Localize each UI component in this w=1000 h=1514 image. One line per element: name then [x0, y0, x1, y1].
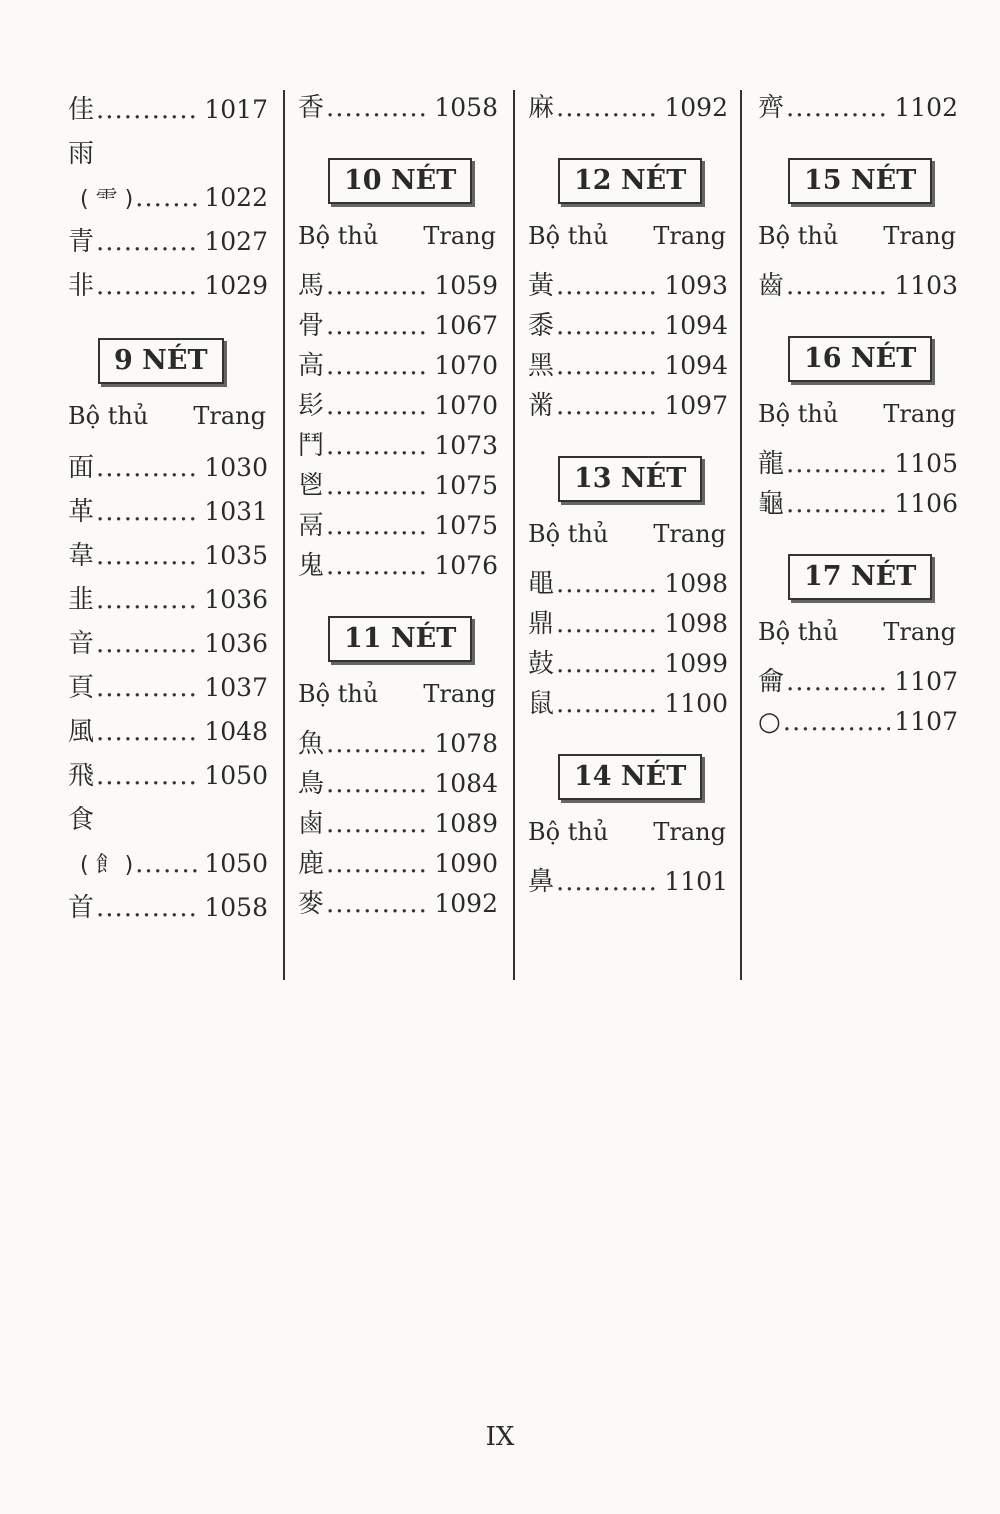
radical-entry	[528, 386, 728, 426]
radical-column-label: Bộ thủ	[298, 222, 379, 250]
page-reference: 1098	[664, 569, 728, 598]
radical-column-label: Bộ thủ	[758, 400, 839, 428]
radical-character: 黍	[528, 311, 555, 341]
radical-character: 鬥	[298, 431, 325, 461]
page-reference: 1106	[894, 489, 958, 518]
leader-dots	[326, 804, 430, 844]
page-reference: 1031	[204, 497, 268, 526]
page-reference: 1094	[664, 311, 728, 340]
page-reference: 1076	[434, 551, 498, 580]
index-column-1	[68, 88, 268, 930]
radical-character: 麥	[298, 889, 325, 919]
radical-entry	[298, 266, 498, 306]
radical-character: 飛	[68, 761, 95, 791]
page-reference: 1099	[664, 649, 728, 678]
radical-character: 高	[298, 351, 325, 381]
radical-character: 韋	[68, 541, 95, 571]
radical-column-label: Bộ thủ	[758, 618, 839, 646]
radical-variant: ( ⻗ )	[80, 187, 134, 212]
radical-entry	[298, 466, 498, 506]
radical-character: 魚	[298, 729, 325, 759]
page-reference: 1067	[434, 311, 498, 340]
radical-entry	[528, 604, 728, 644]
radical-character: 鳥	[298, 769, 325, 799]
radical-character: 黹	[528, 391, 555, 421]
radical-entry	[68, 622, 268, 666]
page-reference: 1090	[434, 849, 498, 878]
leader-dots	[326, 884, 430, 924]
column-header	[68, 396, 268, 446]
leader-dots	[96, 754, 200, 798]
page-column-label: Trang	[653, 818, 726, 846]
leader-dots	[135, 842, 200, 886]
leader-dots	[556, 306, 660, 346]
radical-entry	[528, 266, 728, 306]
radical-character: 青	[68, 227, 95, 257]
leader-dots	[96, 710, 200, 754]
page-reference: 1036	[204, 629, 268, 658]
radical-entry	[68, 578, 268, 622]
leader-dots	[326, 346, 430, 386]
page-column-label: Trang	[193, 402, 266, 430]
radical-character: 龜	[758, 489, 785, 519]
page-reference: 1027	[204, 227, 268, 256]
leader-dots	[556, 644, 660, 684]
page-reference: 1050	[204, 761, 268, 790]
radical-character: 鬯	[298, 471, 325, 501]
radical-entry	[68, 176, 268, 220]
radical-entry	[758, 266, 958, 306]
column-divider	[513, 90, 515, 980]
radical-variant: ( 飠 )	[80, 853, 134, 878]
page-reference: 1022	[204, 183, 268, 212]
radical-character: 麻	[528, 93, 555, 123]
radical-character: 齊	[758, 93, 785, 123]
column-header	[528, 812, 728, 862]
radical-character: 頁	[68, 673, 95, 703]
page-reference: 1107	[894, 667, 958, 696]
index-column-4	[758, 88, 958, 742]
page-number: IX	[485, 1422, 515, 1452]
radical-character: 首	[68, 893, 95, 923]
radical-entry	[68, 842, 268, 886]
radical-entry	[68, 446, 268, 490]
radical-entry	[298, 844, 498, 884]
page-reference: 1037	[204, 673, 268, 702]
leader-dots	[326, 88, 430, 128]
radical-entry	[528, 644, 728, 684]
page-reference: 1092	[434, 889, 498, 918]
leader-dots	[556, 88, 660, 128]
index-column-2	[298, 88, 498, 924]
stroke-count-heading: 12 NÉT	[558, 158, 702, 204]
radical-entry	[298, 88, 498, 128]
leader-dots	[326, 506, 430, 546]
radical-entry	[758, 484, 958, 524]
stroke-count-heading: 10 NÉT	[328, 158, 472, 204]
radical-entry	[68, 534, 268, 578]
page-reference: 1097	[664, 391, 728, 420]
page-reference: 1059	[434, 271, 498, 300]
stroke-count-heading: 9 NÉT	[98, 338, 224, 384]
radical-entry	[528, 684, 728, 724]
page-reference: 1050	[204, 849, 268, 878]
radical-character: 佳	[68, 95, 95, 125]
radical-column-label: Bộ thủ	[528, 818, 609, 846]
page-reference: 1098	[664, 609, 728, 638]
leader-dots	[96, 220, 200, 264]
radical-character: 鹿	[298, 849, 325, 879]
column-header	[298, 216, 498, 266]
radical-entry	[298, 724, 498, 764]
leader-dots	[326, 426, 430, 466]
page-reference: 1092	[664, 93, 728, 122]
radical-column-label: Bộ thủ	[68, 402, 149, 430]
page-reference: 1070	[434, 351, 498, 380]
radical-entry	[298, 506, 498, 546]
leader-dots	[326, 724, 430, 764]
page-reference: 1100	[664, 689, 728, 718]
leader-dots	[783, 702, 891, 742]
radical-entry	[758, 88, 958, 128]
stroke-count-heading: 13 NÉT	[558, 456, 702, 502]
radical-character: 黑	[528, 351, 555, 381]
radical-character: 鬲	[298, 511, 325, 541]
page-reference: 1017	[204, 95, 268, 124]
column-header	[758, 612, 958, 662]
radical-entry	[298, 306, 498, 346]
radical-entry	[68, 490, 268, 534]
leader-dots	[786, 444, 890, 484]
radical-entry	[68, 798, 268, 842]
radical-character: 革	[68, 497, 95, 527]
column-divider	[283, 90, 285, 980]
radical-character: 風	[68, 717, 95, 747]
radical-entry	[68, 132, 268, 176]
page-reference: 1105	[894, 449, 958, 478]
page-reference: 1089	[434, 809, 498, 838]
radical-character: 韭	[68, 585, 95, 615]
column-header	[528, 514, 728, 564]
radical-column-label: Bộ thủ	[528, 520, 609, 548]
radical-character: 龍	[758, 449, 785, 479]
radical-character: 鼎	[528, 609, 555, 639]
page-reference: 1070	[434, 391, 498, 420]
leader-dots	[786, 266, 890, 306]
leader-dots	[556, 266, 660, 306]
page-column-label: Trang	[423, 680, 496, 708]
radical-column-label: Bộ thủ	[528, 222, 609, 250]
radical-character: 黃	[528, 271, 555, 301]
radical-entry	[68, 754, 268, 798]
radical-entry	[68, 666, 268, 710]
radical-character: 黽	[528, 569, 555, 599]
leader-dots	[96, 534, 200, 578]
leader-dots	[326, 306, 430, 346]
page-reference: 1107	[894, 707, 958, 736]
radical-entry	[758, 702, 958, 742]
leader-dots	[786, 88, 890, 128]
radical-character: 龠	[758, 667, 785, 697]
page-column-label: Trang	[883, 400, 956, 428]
radical-character: 音	[68, 629, 95, 659]
leader-dots	[326, 844, 430, 884]
leader-dots	[326, 266, 430, 306]
index-column-3	[528, 88, 728, 902]
radical-entry	[528, 346, 728, 386]
page-column-label: Trang	[653, 222, 726, 250]
page-reference: 1093	[664, 271, 728, 300]
radical-entry	[68, 264, 268, 308]
page-reference: 1073	[434, 431, 498, 460]
radical-entry	[298, 804, 498, 844]
page-reference: 1103	[894, 271, 958, 300]
radical-character: ○	[758, 707, 781, 737]
radical-column-label: Bộ thủ	[298, 680, 379, 708]
column-header	[528, 216, 728, 266]
radical-entry	[68, 88, 268, 132]
leader-dots	[326, 546, 430, 586]
page-reference: 1075	[434, 471, 498, 500]
leader-dots	[96, 88, 200, 132]
radical-entry	[528, 564, 728, 604]
radical-entry	[528, 88, 728, 128]
radical-character: 香	[298, 93, 325, 123]
radical-entry	[68, 220, 268, 264]
radical-character: 面	[68, 453, 95, 483]
column-header	[758, 394, 958, 444]
leader-dots	[556, 604, 660, 644]
page-column-label: Trang	[883, 222, 956, 250]
radical-entry	[298, 546, 498, 586]
radical-character: 髟	[298, 391, 325, 421]
leader-dots	[96, 666, 200, 710]
stroke-count-heading: 17 NÉT	[788, 554, 932, 600]
radical-entry	[298, 386, 498, 426]
stroke-count-heading: 15 NÉT	[788, 158, 932, 204]
radical-entry	[758, 662, 958, 702]
radical-entry	[298, 426, 498, 466]
page-reference: 1035	[204, 541, 268, 570]
leader-dots	[96, 264, 200, 308]
leader-dots	[556, 346, 660, 386]
radical-entry	[758, 444, 958, 484]
radical-entry	[298, 346, 498, 386]
stroke-count-heading: 16 NÉT	[788, 336, 932, 382]
leader-dots	[786, 484, 890, 524]
radical-character: 骨	[298, 311, 325, 341]
page-reference: 1101	[664, 867, 728, 896]
radical-column-label: Bộ thủ	[758, 222, 839, 250]
page-reference: 1102	[894, 93, 958, 122]
column-header	[298, 674, 498, 724]
radical-character: 齒	[758, 271, 785, 301]
page-reference: 1078	[434, 729, 498, 758]
radical-entry	[298, 884, 498, 924]
leader-dots	[135, 176, 200, 220]
stroke-count-heading: 14 NÉT	[558, 754, 702, 800]
radical-character: 鼻	[528, 867, 555, 897]
leader-dots	[326, 386, 430, 426]
page-reference: 1036	[204, 585, 268, 614]
radical-character: 鹵	[298, 809, 325, 839]
page-reference: 1094	[664, 351, 728, 380]
page-reference: 1075	[434, 511, 498, 540]
radical-character: 雨	[68, 139, 95, 169]
leader-dots	[326, 466, 430, 506]
leader-dots	[556, 386, 660, 426]
radical-character: 非	[68, 271, 95, 301]
page-reference: 1084	[434, 769, 498, 798]
column-header	[758, 216, 958, 266]
page-reference: 1029	[204, 271, 268, 300]
leader-dots	[96, 622, 200, 666]
column-divider	[740, 90, 742, 980]
radical-entry	[68, 886, 268, 930]
radical-character: 鬼	[298, 551, 325, 581]
page-column-label: Trang	[883, 618, 956, 646]
radical-entry	[68, 710, 268, 754]
radical-entry	[528, 862, 728, 902]
radical-character: 食	[68, 805, 95, 835]
page-column-label: Trang	[653, 520, 726, 548]
page-reference: 1030	[204, 453, 268, 482]
leader-dots	[96, 886, 200, 930]
radical-entry	[298, 764, 498, 804]
leader-dots	[326, 764, 430, 804]
radical-character: 鼠	[528, 689, 555, 719]
leader-dots	[556, 862, 660, 902]
radical-character: 鼓	[528, 649, 555, 679]
leader-dots	[96, 446, 200, 490]
leader-dots	[556, 564, 660, 604]
page-column-label: Trang	[423, 222, 496, 250]
leader-dots	[556, 684, 660, 724]
radical-character: 馬	[298, 271, 325, 301]
leader-dots	[96, 578, 200, 622]
page-reference: 1058	[434, 93, 498, 122]
stroke-count-heading: 11 NÉT	[328, 616, 472, 662]
leader-dots	[96, 490, 200, 534]
leader-dots	[786, 662, 890, 702]
page-reference: 1058	[204, 893, 268, 922]
page-reference: 1048	[204, 717, 268, 746]
radical-entry	[528, 306, 728, 346]
